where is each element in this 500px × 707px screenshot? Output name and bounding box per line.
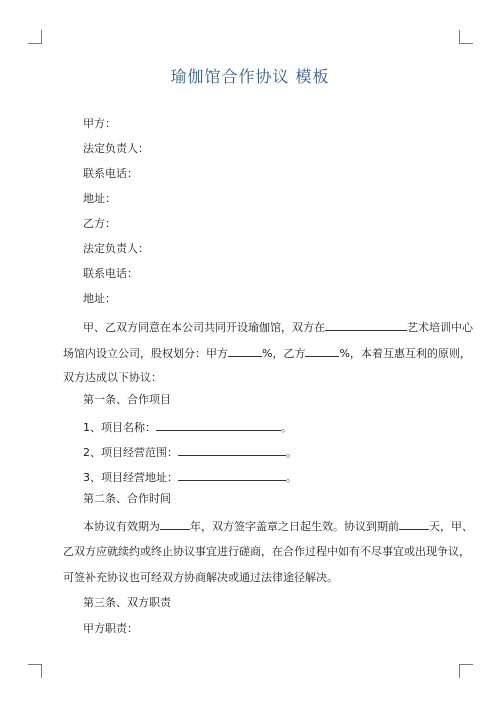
- party-a-share-blank[interactable]: [228, 345, 262, 357]
- end-mark: 。: [281, 421, 292, 434]
- term-text-1a: 本协议有效期为: [83, 520, 160, 533]
- project-address-line: [83, 469, 297, 485]
- term-years-blank[interactable]: [160, 518, 190, 530]
- article-3-heading: 第三条、双方职责: [83, 596, 171, 609]
- corner-mark-top-left: [28, 30, 42, 44]
- document-title: 瑜伽馆合作协议 模板: [170, 67, 330, 86]
- article-1-heading: 第一条、合作项目: [83, 393, 171, 406]
- party-b-name: 乙方：: [83, 217, 116, 230]
- party-b-legal-rep: 法定负责人：: [83, 242, 149, 255]
- intro-line-3: 双方达成以下协议：: [63, 371, 162, 384]
- end-mark: 。: [286, 471, 297, 484]
- intro-text-1b: 艺术培训中心: [407, 321, 473, 334]
- party-a-duty: 甲方职责：: [83, 622, 138, 635]
- project-address-blank[interactable]: [178, 469, 286, 481]
- term-line-3: 可签补充协议也可经双方协商解决或通过法律途径解决。: [63, 571, 338, 584]
- party-b-address: 地址：: [83, 292, 116, 305]
- party-b-share-blank[interactable]: [305, 345, 339, 357]
- end-mark: 。: [286, 446, 297, 459]
- intro-line-2: [63, 345, 471, 361]
- project-name-label: 1、项目名称：: [83, 421, 156, 434]
- project-scope-line: [83, 444, 297, 460]
- term-text-1b: 年，双方签字盖章之日起生效。协议到期前: [190, 520, 399, 533]
- project-scope-blank[interactable]: [178, 444, 286, 456]
- project-name-line: [83, 419, 292, 435]
- intro-text-2c: %，本着互惠互利的原则，: [339, 347, 471, 360]
- intro-line-1: [83, 319, 473, 335]
- project-name-blank[interactable]: [156, 419, 281, 431]
- term-line-2: 乙双方应就续约或终止协议事宜进行磋商，在合作过程中如有不尽事宜或出现争议，: [63, 545, 470, 558]
- venue-blank[interactable]: [325, 319, 407, 331]
- term-line-1: [83, 518, 473, 534]
- term-days-blank[interactable]: [399, 518, 429, 530]
- corner-mark-bottom-left: [28, 664, 42, 678]
- intro-text-2b: %，乙方: [262, 347, 306, 360]
- corner-mark-top-right: [459, 30, 473, 44]
- party-a-legal-rep: 法定负责人：: [83, 142, 149, 155]
- party-a-name: 甲方：: [83, 117, 116, 130]
- intro-text-2a: 场馆内设立公司，股权划分：甲方: [63, 347, 228, 360]
- article-2-heading: 第二条、合作时间: [83, 492, 171, 505]
- corner-mark-bottom-right: [459, 664, 473, 678]
- term-text-1c: 天，甲、: [429, 520, 473, 533]
- intro-text-1a: 甲、乙双方同意在本公司共同开设瑜伽馆，双方在: [83, 321, 325, 334]
- party-b-phone: 联系电话：: [83, 267, 138, 280]
- project-scope-label: 2、项目经营范围：: [83, 446, 178, 459]
- party-a-address: 地址：: [83, 192, 116, 205]
- party-a-phone: 联系电话：: [83, 167, 138, 180]
- project-address-label: 3、项目经营地址：: [83, 471, 178, 484]
